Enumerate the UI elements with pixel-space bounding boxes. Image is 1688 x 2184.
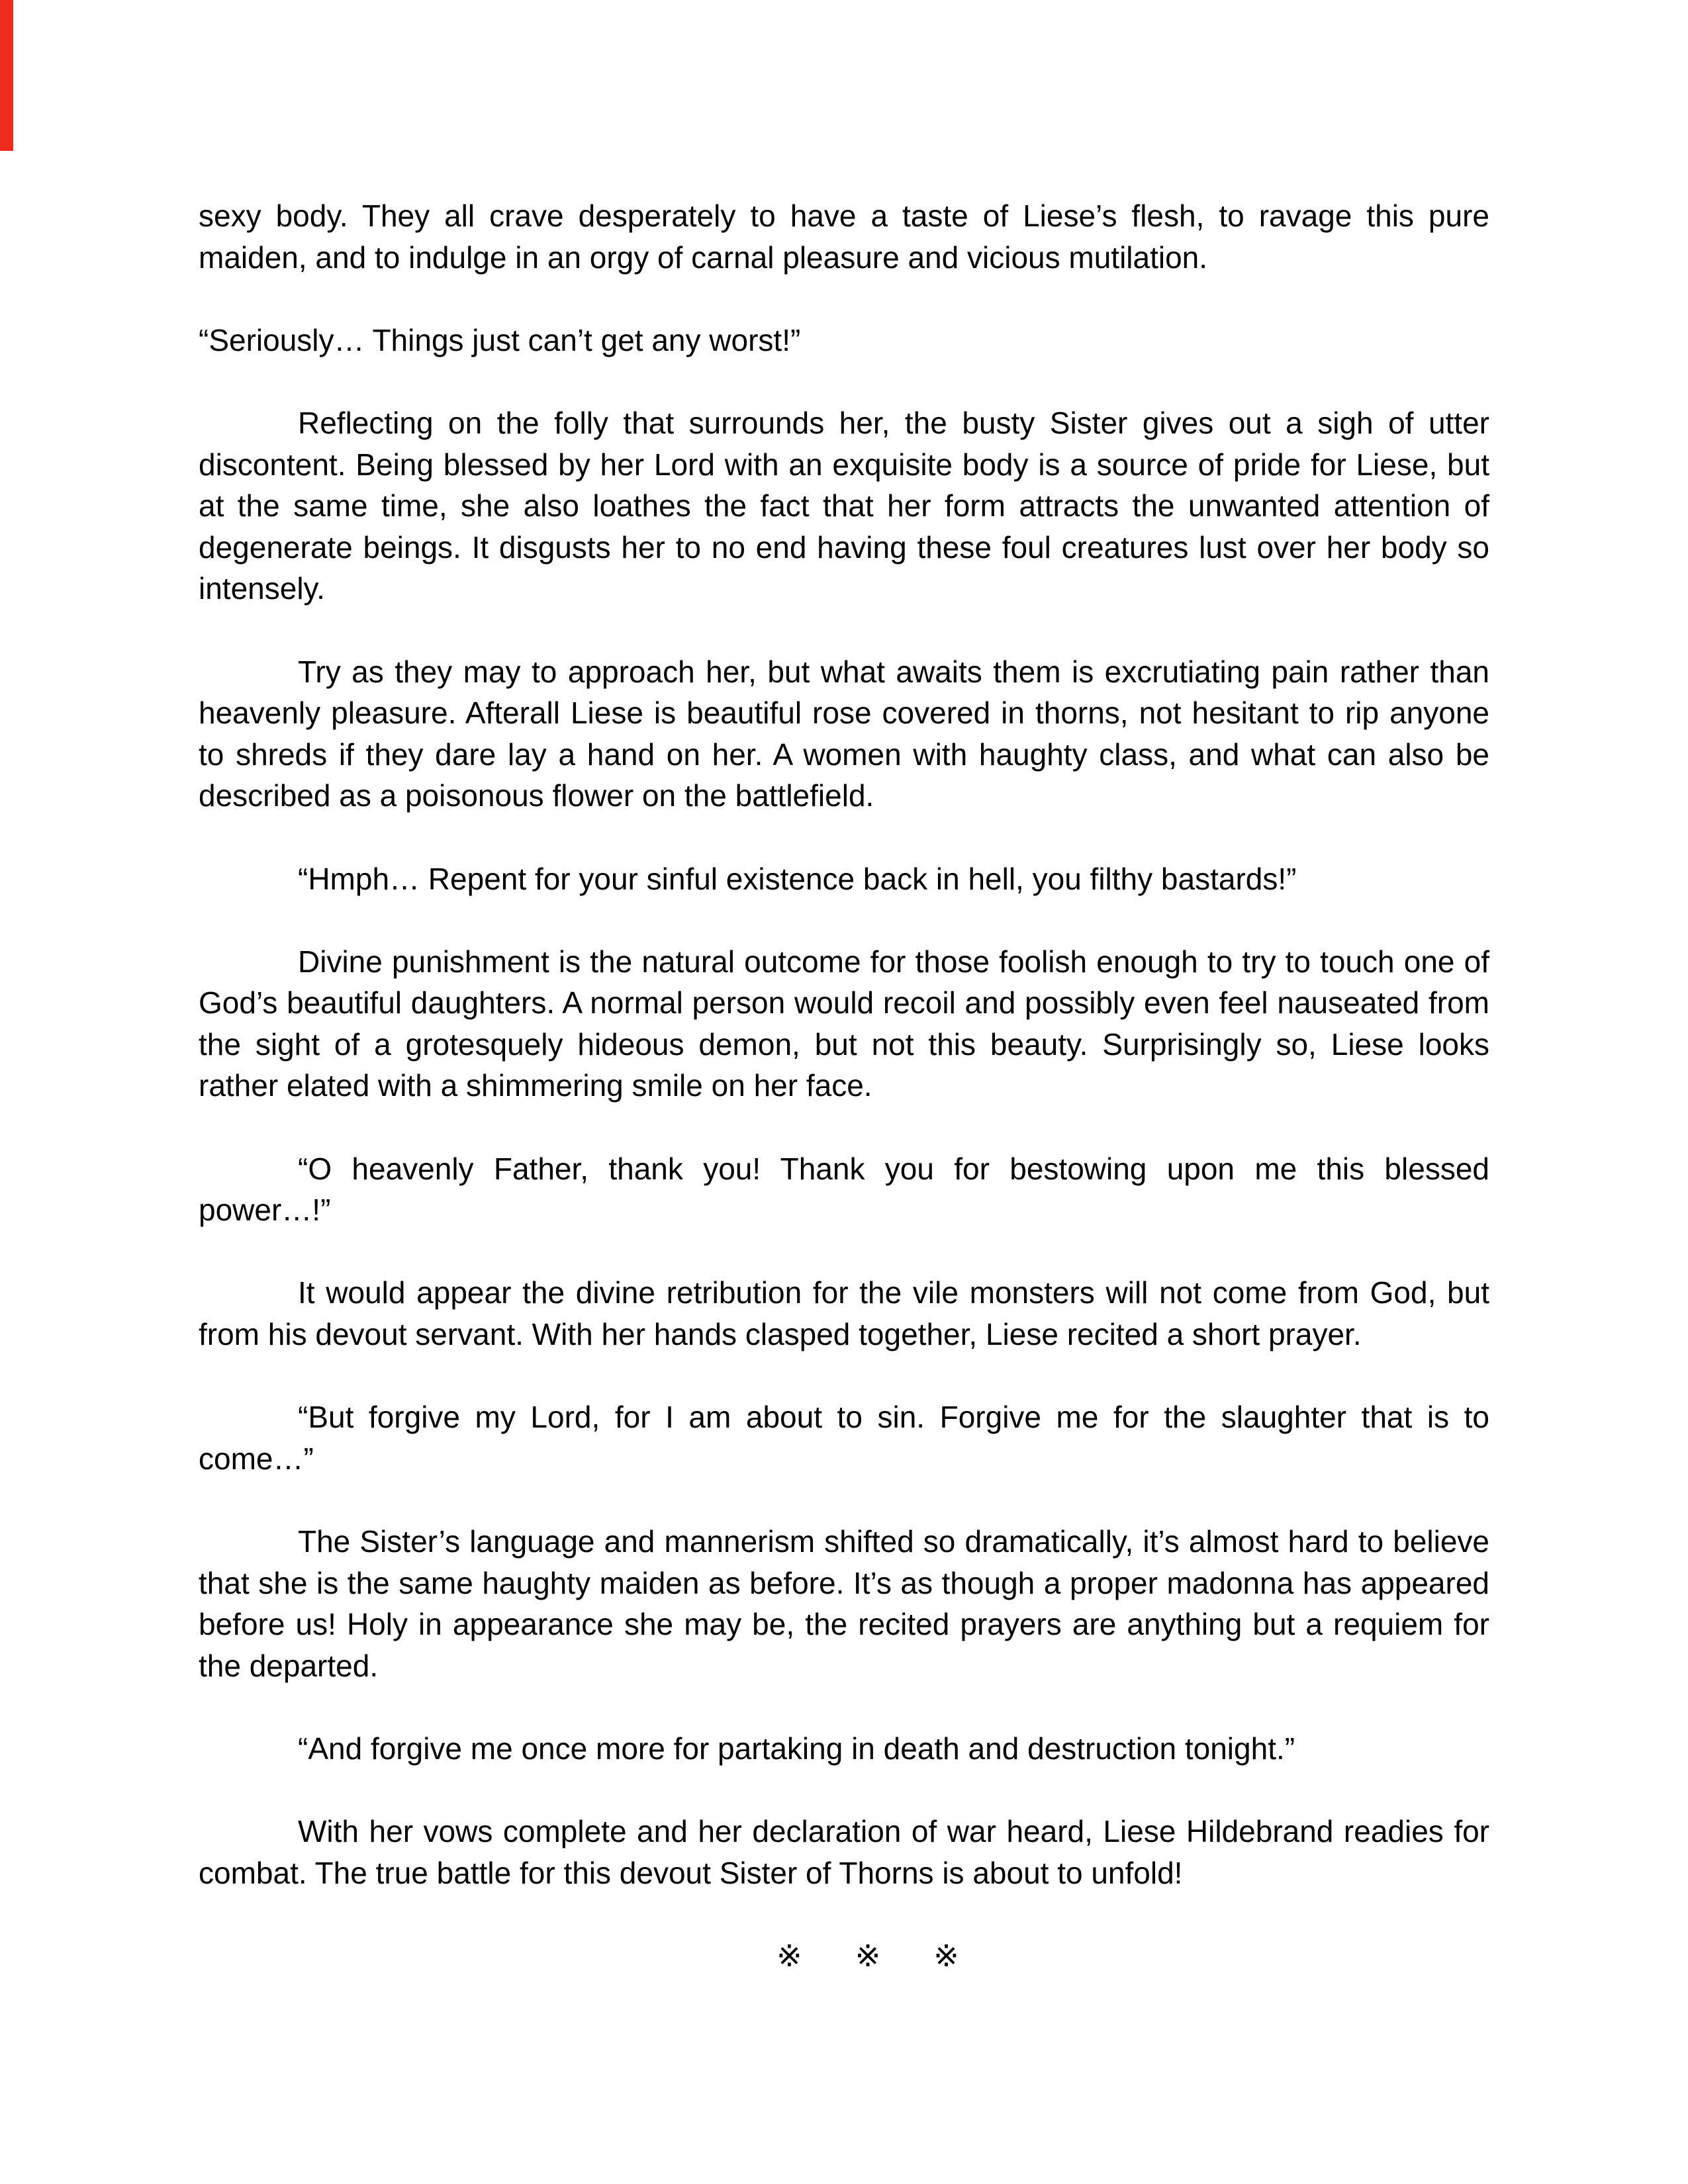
reference-mark: ※	[855, 1938, 881, 1973]
paragraph: Divine punishment is the natural outcome for those foolish enough to try to touch one of God’s beautiful daughters. A normal person would recoil and possibly even feel nauseated from the sight of a grotesquely hideous demon, but not this beauty. Surprisingly so, Liese looks rather elated with a shimmering smile on her face.	[199, 944, 1489, 1103]
page-content	[199, 0, 1489, 1977]
section-divider	[222, 1935, 1513, 1977]
paragraph: With her vows complete and her declaration of war heard, Liese Hildebrand readies for combat. The true battle for this devout Sister of Thorns is about to unfold!	[199, 1814, 1489, 1890]
paragraph: “But forgive my Lord, for I am about to sin. Forgive me for the slaughter that is to come…”	[199, 1400, 1489, 1476]
paragraph: “Seriously… Things just can’t get any worst!”	[199, 322, 801, 357]
reference-mark: ※	[776, 1938, 802, 1973]
paragraphs-container	[199, 195, 1489, 1893]
paragraph: Try as they may to approach her, but what awaits them is excrutiating pain rather than heavenly pleasure. Afterall Liese is beautiful rose covered in thorns, not hesitant to rip anyone to shreds if they dare lay a hand on her. A women with haughty class, and what can also be described as a poisonous flower on the battlefield.	[199, 654, 1489, 813]
paragraph: “Hmph… Repent for your sinful existence back in hell, you filthy bastards!”	[298, 861, 1297, 896]
paragraph: “And forgive me once more for partaking in death and destruction tonight.”	[298, 1731, 1295, 1766]
paragraph: It would appear the divine retribution for the vile monsters will not come from God, but from his devout servant. With her hands clasped together, Liese recited a short prayer.	[199, 1275, 1489, 1352]
reference-mark: ※	[933, 1938, 959, 1973]
corner-marker	[0, 0, 13, 151]
paragraph: The Sister’s language and mannerism shifted so dramatically, it’s almost hard to believe that she is the same haughty maiden as before. It’s as though a proper madonna has appeared before us! Holy in appearance she may be, the recited prayers are anything but a requiem for the departed.	[199, 1524, 1489, 1683]
paragraph: Reflecting on the folly that surrounds her, the busty Sister gives out a sigh of utter discontent. Being blessed by her Lord with an exquisite body is a source of pride for Liese, but at the same time, she also loathes the fact that her form attracts the unwanted attention of degenerate beings. It disgusts her to no end having these foul creatures lust over her body so intensely.	[199, 405, 1489, 606]
paragraph: “O heavenly Father, thank you! Thank you for bestowing upon me this blessed power…!”	[199, 1151, 1489, 1228]
paragraph: sexy body. They all crave desperately to have a taste of Liese’s flesh, to ravage this pure maiden, and to indulge in an orgy of carnal pleasure and vicious mutilation.	[199, 199, 1489, 275]
